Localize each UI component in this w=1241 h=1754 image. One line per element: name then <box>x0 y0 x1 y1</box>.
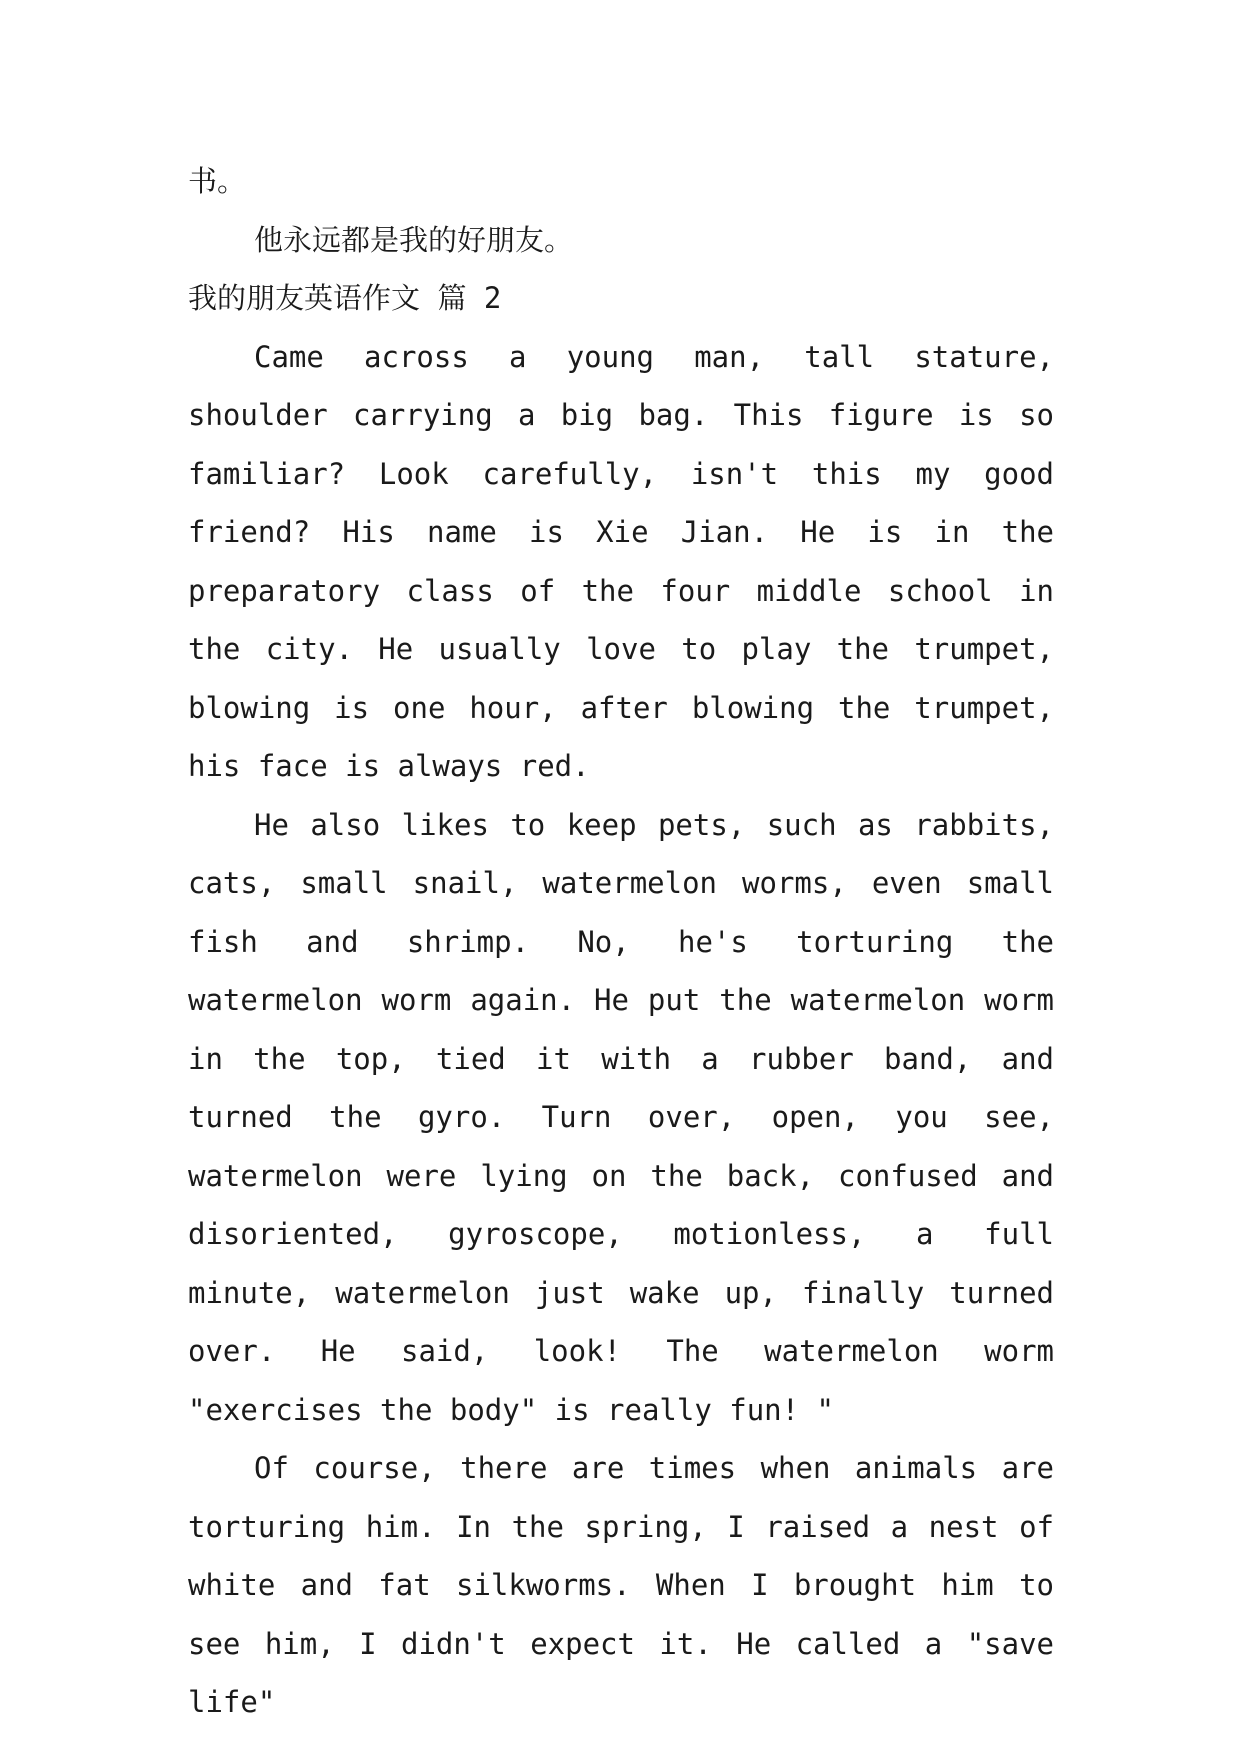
paragraph-closing: 他永远都是我的好朋友。 <box>254 222 574 257</box>
section-heading: 我的朋友英语作文 篇 2 <box>188 281 502 315</box>
paragraph-3: Of course, there are times when animals are torturing him. In the spring, I raised a nest of white and fat silkworms. When I brought him to see him, I didn't expect it. He called a "save life" <box>188 1451 1054 1719</box>
document-body <box>188 152 1054 1732</box>
paragraph-fragment: 书。 <box>188 164 247 198</box>
paragraph-1: Came across a young man, tall stature, shoulder carrying a big bag. This figure is so familiar? Look carefully, isn't this my good friend? His name is Xie Jian. He is in the preparatory class of the four middle school in the city. He usually love to play the trumpet, blowing is one hour, after blowing the trumpet, his face is always red. <box>188 339 1054 783</box>
paragraph-2: He also likes to keep pets, such as rabbits, cats, small snail, watermelon worms, even small fish and shrimp. No, he's torturing the watermelon worm again. He put the watermelon worm in the top, tied it with a rubber band, and turned the gyro. Turn over, open, you see, watermelon were lying on the back, confused and disoriented, gyroscope, motionless, a full minute, watermelon just wake up, finally turned over. He said, look! The watermelon worm "exercises the body" is really fun! " <box>188 807 1054 1427</box>
